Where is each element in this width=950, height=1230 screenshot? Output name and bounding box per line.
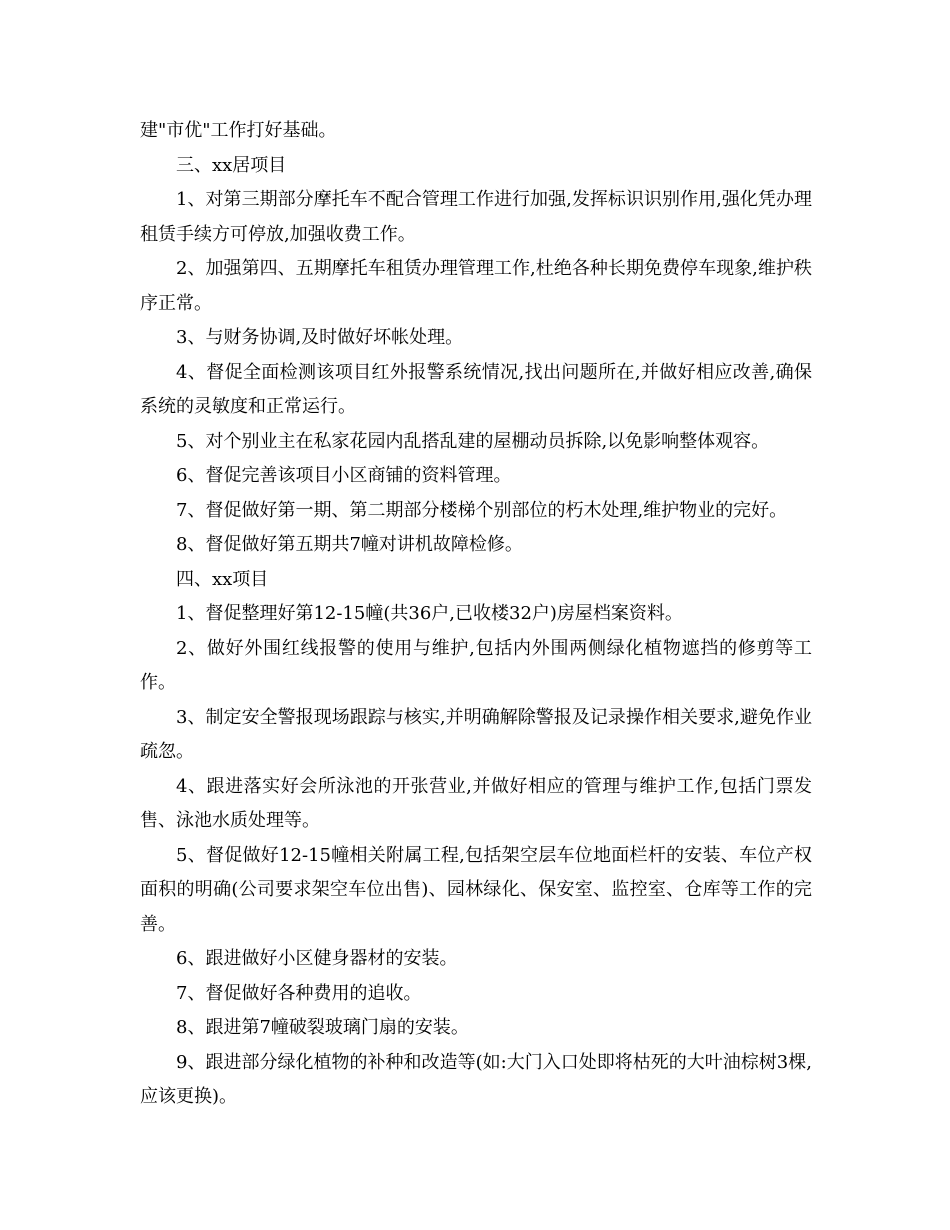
- document-body: [140, 114, 812, 1115]
- list-item: 7、督促做好第一期、第二期部分楼梯个别部位的朽木处理,维护物业的完好。: [176, 499, 788, 521]
- list-item: 8、跟进第7幢破裂玻璃门扇的安装。: [176, 1017, 469, 1038]
- list-item: 7、督促做好各种费用的追收。: [176, 982, 422, 1004]
- list-item: 6、督促完善该项目小区商铺的资料管理。: [176, 465, 512, 486]
- list-item: 3、与财务协调,及时做好坏帐处理。: [176, 327, 464, 348]
- list-item: 3、制定安全警报现场跟踪与核实,并明确解除警报及记录操作相关要求,避免作业疏忽。: [140, 706, 812, 762]
- list-item: 5、督促做好12-15幢相关附属工程,包括架空层车位地面栏杆的安装、车位产权面积的明确(公司要求架空车位出售)、园林绿化、保安室、监控室、仓库等工作的完善。: [140, 844, 812, 935]
- paragraph-continuation: 建"市优"工作打好基础。: [140, 120, 337, 141]
- list-item: 9、跟进部分绿化植物的补种和改造等(如:大门入口处即将枯死的大叶油棕树3棵,应该更换)。: [140, 1051, 812, 1107]
- list-item: 4、跟进落实好会所泳池的开张营业,并做好相应的管理与维护工作,包括门票发售、泳池水质处理等。: [140, 775, 812, 831]
- list-item: 1、督促整理好第12-15幢(共36户,已收楼32户)房屋档案资料。: [176, 603, 683, 624]
- list-item: 5、对个别业主在私家花园内乱搭乱建的屋棚动员拆除,以免影响整体观容。: [176, 430, 770, 452]
- section-heading-xx-ju: 三、xx居项目: [176, 154, 287, 176]
- list-item: 2、加强第四、五期摩托车租赁办理管理工作,杜绝各种长期免费停车现象,维护秩序正常。: [140, 258, 812, 314]
- list-item: 2、做好外围红线报警的使用与维护,包括内外围两侧绿化植物遮挡的修剪等工作。: [140, 637, 812, 693]
- list-item: 8、督促做好第五期共7幢对讲机故障检修。: [176, 534, 523, 555]
- section-heading-xx: 四、xx项目: [176, 568, 269, 590]
- list-item: 4、督促全面检测该项目红外报警系统情况,找出问题所在,并做好相应改善,确保系统的灵敏度和正常运行。: [140, 361, 812, 417]
- list-item: 6、跟进做好小区健身器材的安装。: [176, 948, 458, 969]
- list-item: 1、对第三期部分摩托车不配合管理工作进行加强,发挥标识识别作用,强化凭办理租赁手续方可停放,加强收费工作。: [140, 189, 812, 245]
